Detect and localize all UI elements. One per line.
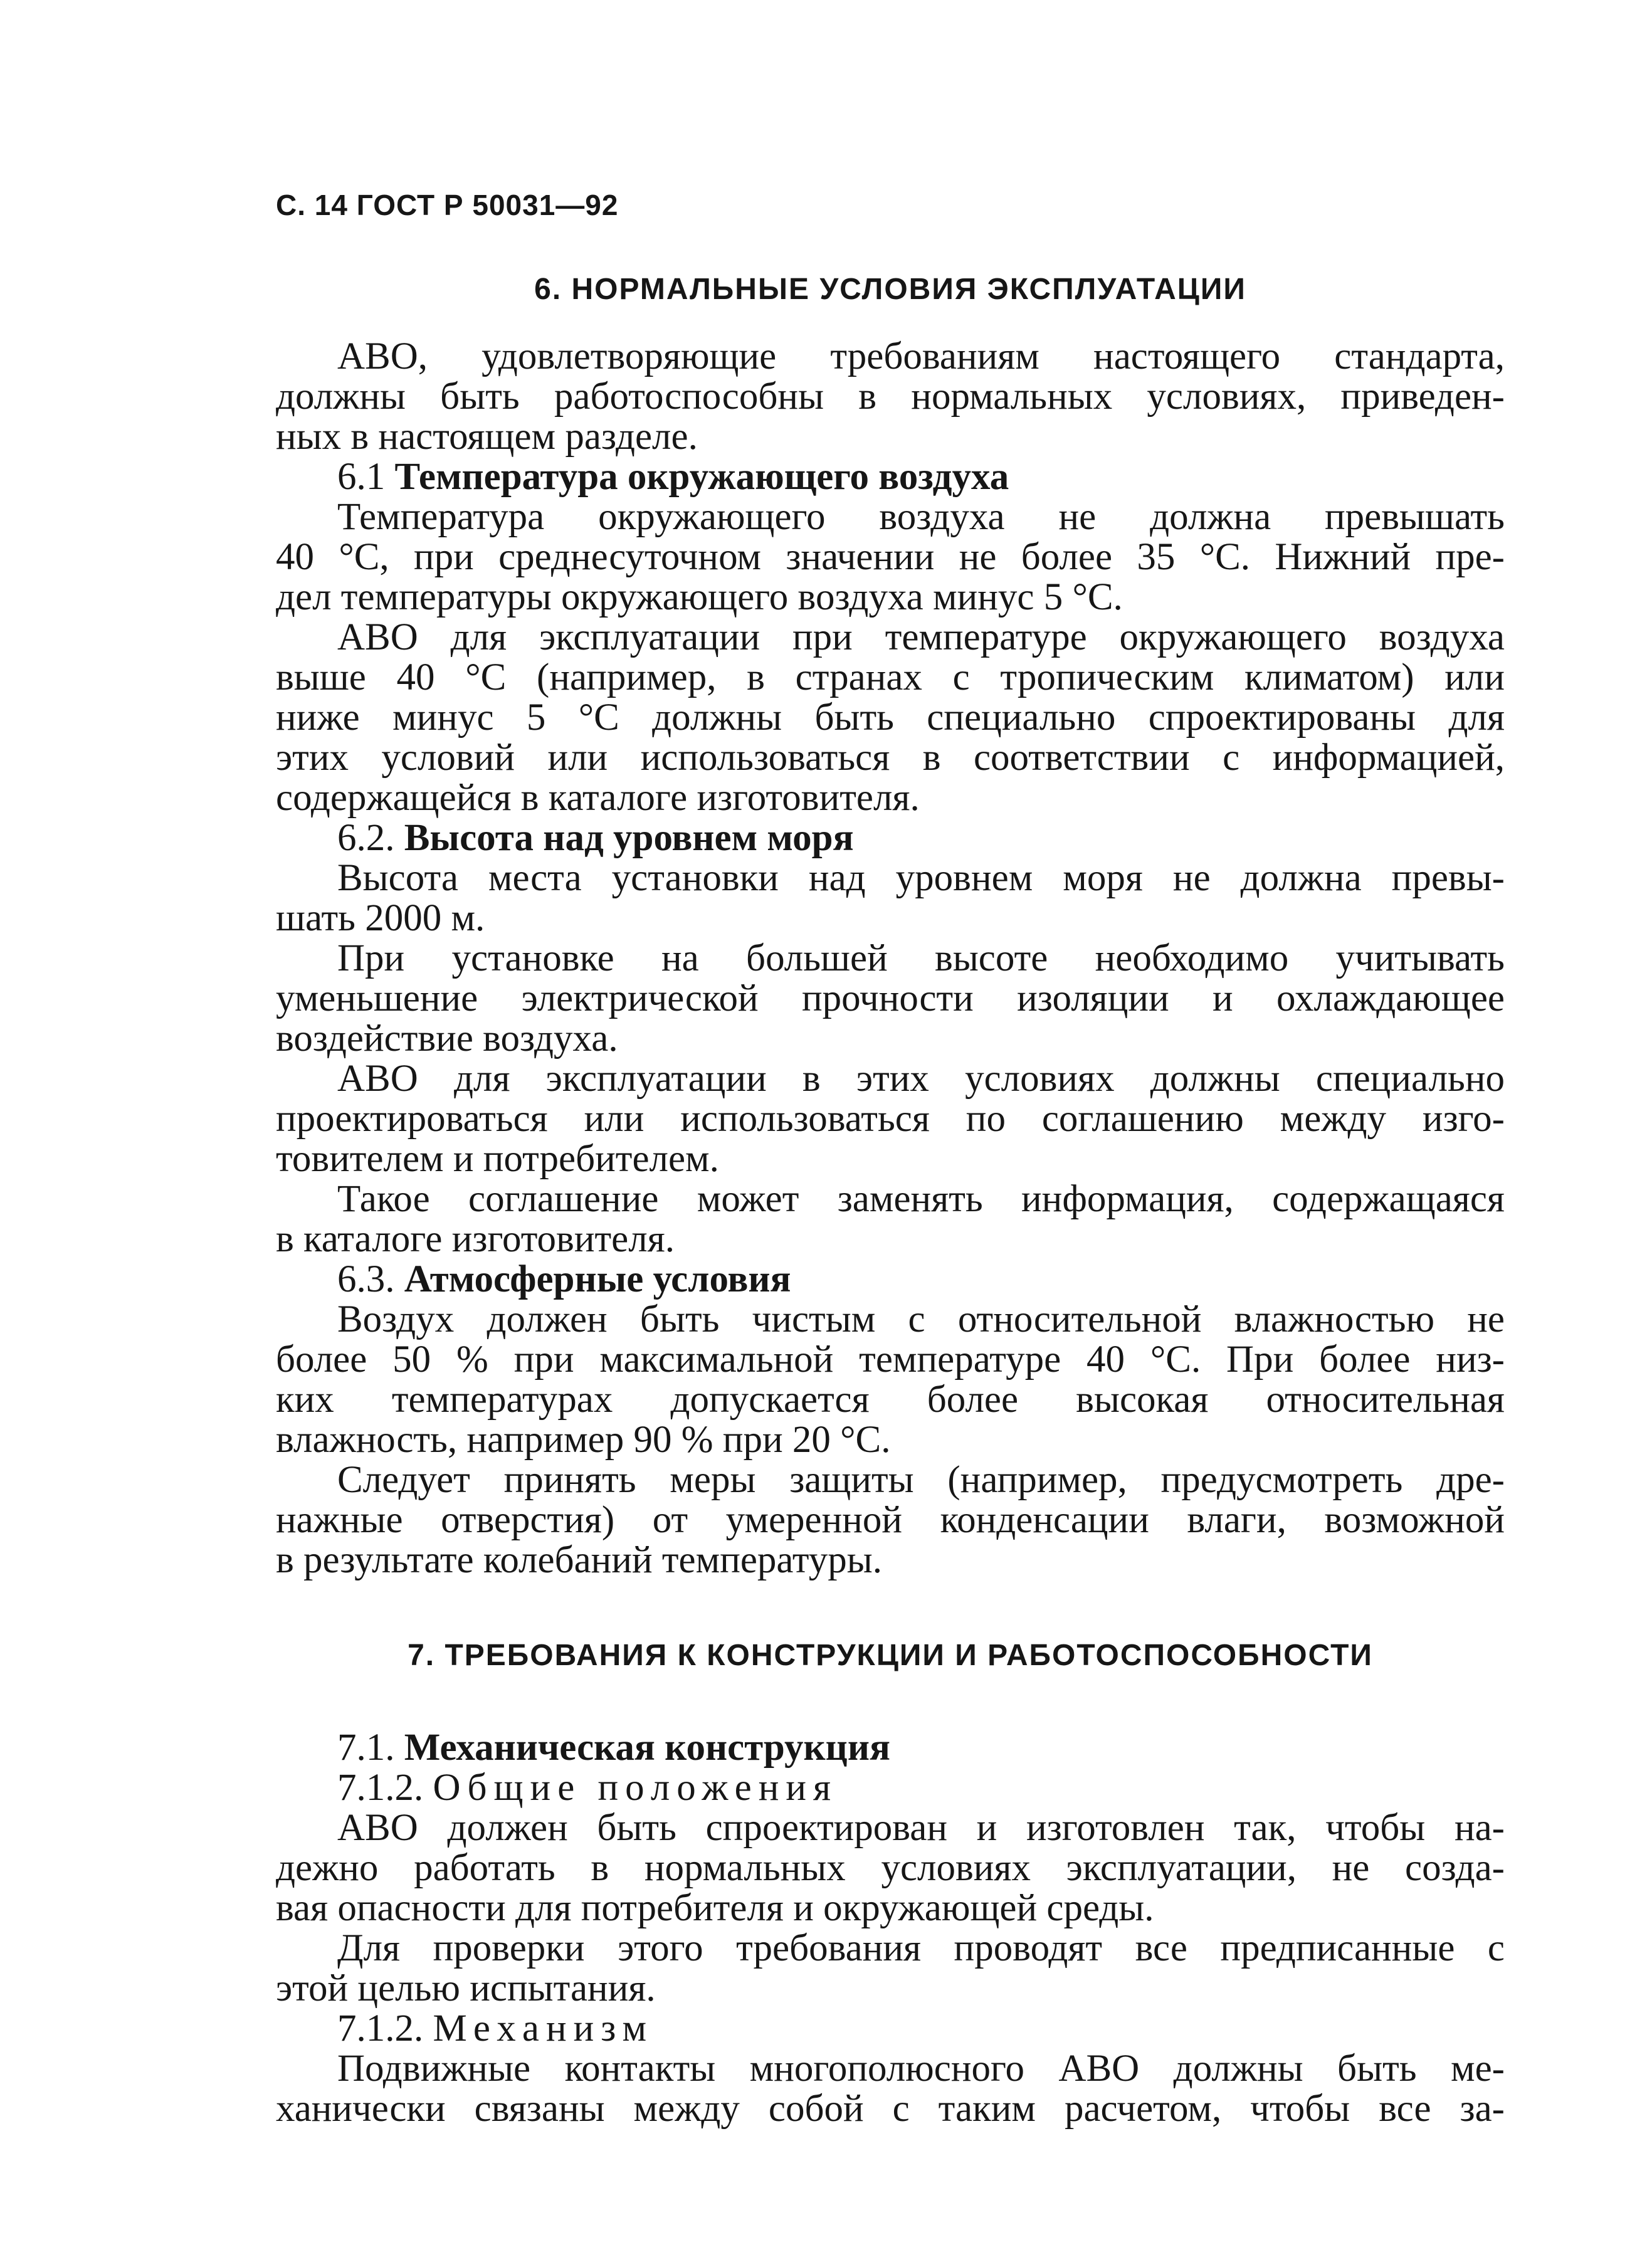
- paragraph: [276, 1300, 1505, 1460]
- subsection-6-3-heading: [276, 1260, 1505, 1300]
- subsection-title: Высота над уровнем моря: [404, 817, 854, 859]
- text-line: более 50 % при максимальной температуре 40 °С. При более низ-: [276, 1339, 1505, 1381]
- subsection-6-1-heading: [276, 457, 1505, 497]
- subsection-7-1-2-heading: [276, 1768, 1505, 1808]
- text-line: АВО для эксплуатации при температуре окружающего воздуха: [337, 616, 1505, 658]
- text-line: этой целью испытания.: [276, 1967, 656, 2009]
- subsection-7-1-2-mechanism-heading: [276, 2009, 1505, 2049]
- section-7-heading: 7. ТРЕБОВАНИЯ К КОНСТРУКЦИИ И РАБОТОСПОСОБНОСТИ: [408, 1639, 1373, 1672]
- text-line: АВО, удовлетворяющие требованиям настоящего стандарта,: [337, 335, 1505, 377]
- running-head: С. 14 ГОСТ Р 50031—92: [276, 189, 619, 221]
- text-line: товителем и потребителем.: [276, 1138, 719, 1180]
- text-line: уменьшение электрической прочности изоляции и охлаждающее: [276, 977, 1505, 1019]
- text-line: выше 40 °С (например, в странах с тропическим климатом) или: [276, 656, 1505, 698]
- text-line: этих условий или использоваться в соответствии с информацией,: [276, 737, 1505, 779]
- paragraph: [276, 1059, 1505, 1179]
- text-line: вая опасности для потребителя и окружающей среды.: [276, 1887, 1154, 1929]
- subsection-title: Общие положения: [433, 1767, 838, 1809]
- paragraph: [276, 497, 1505, 618]
- section-6-heading: 6. НОРМАЛЬНЫЕ УСЛОВИЯ ЭКСПЛУАТАЦИИ: [534, 273, 1246, 306]
- subsection-title: Атмосферные условия: [404, 1258, 791, 1300]
- subsection-number: 6.1: [337, 456, 386, 498]
- text-line: в результате колебаний температуры.: [276, 1539, 883, 1581]
- subsection-number: 6.2.: [337, 817, 395, 859]
- subsection-7-1-heading: [276, 1728, 1505, 1768]
- text-line: проектироваться или использоваться по соглашению между изго-: [276, 1098, 1505, 1140]
- text-line: Следует принять меры защиты (например, предусмотреть дре-: [337, 1459, 1505, 1501]
- text-line: дежно работать в нормальных условиях эксплуатации, не созда-: [276, 1847, 1505, 1889]
- text-line: дел температуры окружающего воздуха минус 5 °С.: [276, 576, 1123, 618]
- text-line: 40 °С, при среднесуточном значении не более 35 °С. Нижний пре-: [276, 536, 1505, 578]
- subsection-title: Температура окружающего воздуха: [394, 456, 1009, 498]
- text-line: АВО должен быть спроектирован и изготовлен так, чтобы на-: [337, 1807, 1505, 1849]
- text-line: Такое соглашение может заменять информация, содержащаяся: [337, 1178, 1505, 1220]
- paragraph: [276, 618, 1505, 818]
- text-line: ниже минус 5 °С должны быть специально спроектированы для: [276, 697, 1505, 739]
- paragraph: [276, 858, 1505, 939]
- subsection-number: 7.1.2.: [337, 1767, 424, 1809]
- text-line: При установке на большей высоте необходимо учитывать: [337, 937, 1505, 979]
- subsection-number: 6.3.: [337, 1258, 395, 1300]
- text-line: ких температурах допускается более высокая относительная: [276, 1379, 1505, 1421]
- text-line: АВО для эксплуатации в этих условиях должны специально: [337, 1058, 1505, 1100]
- text-line: влажность, например 90 % при 20 °С.: [276, 1419, 891, 1461]
- text-line: содержащейся в каталоге изготовителя.: [276, 777, 920, 819]
- paragraph: [276, 2049, 1505, 2129]
- text-line: в каталоге изготовителя.: [276, 1218, 675, 1260]
- text-line: должны быть работоспособны в нормальных условиях, приведен-: [276, 376, 1505, 418]
- text-line: Температура окружающего воздуха не должна превышать: [337, 496, 1505, 538]
- subsection-title: Механическая конструкция: [404, 1727, 890, 1769]
- text-line: Высота места установки над уровнем моря не должна превы-: [337, 857, 1505, 899]
- subsection-number: 7.1.2.: [337, 2007, 424, 2049]
- text-line: нажные отверстия) от умеренной конденсации влаги, возможной: [276, 1499, 1505, 1541]
- text-line: Для проверки этого требования проводят все предписанные с: [337, 1927, 1505, 1969]
- section-6-intro: [276, 337, 1505, 457]
- document-page: [276, 188, 1505, 2129]
- text-line: ханически связаны между собой с таким расчетом, чтобы все за-: [276, 2088, 1505, 2130]
- text-line: ных в настоящем разделе.: [276, 416, 698, 458]
- subsection-title: Механизм: [433, 2007, 654, 2049]
- text-line: воздействие воздуха.: [276, 1018, 618, 1060]
- text-line: шать 2000 м.: [276, 897, 485, 939]
- subsection-number: 7.1.: [337, 1727, 395, 1769]
- paragraph: [276, 1808, 1505, 1928]
- text-line: Подвижные контакты многополюсного АВО должны быть ме-: [337, 2048, 1505, 2090]
- text-line: Воздух должен быть чистым с относительной влажностью не: [337, 1298, 1505, 1340]
- paragraph: [276, 939, 1505, 1059]
- paragraph: [276, 1928, 1505, 2009]
- paragraph: [276, 1460, 1505, 1581]
- paragraph: [276, 1179, 1505, 1260]
- subsection-6-2-heading: [276, 818, 1505, 858]
